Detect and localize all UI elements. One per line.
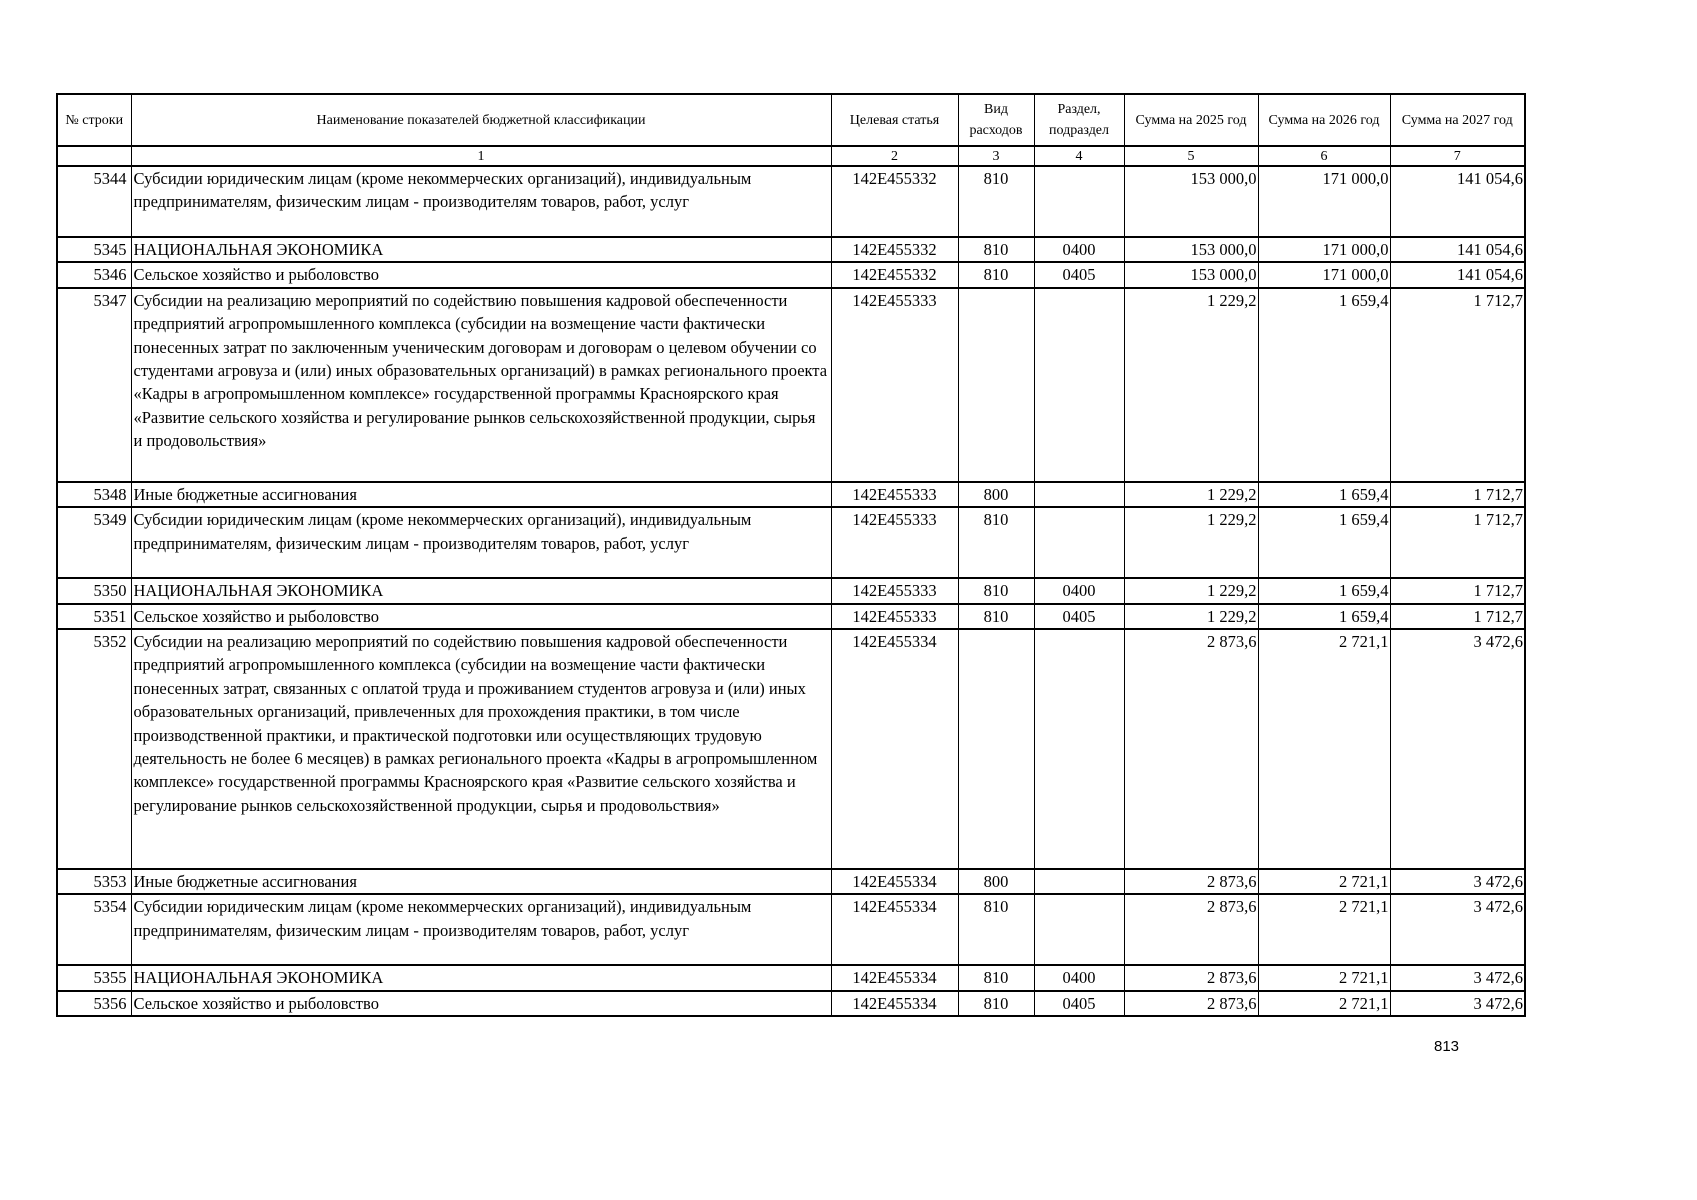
sum-2025: 1 229,2: [1124, 482, 1258, 507]
expense-type: 810: [958, 991, 1034, 1016]
table-row: [57, 894, 1525, 965]
section-code: [1034, 288, 1124, 482]
target-article: 142Е455332: [831, 166, 958, 237]
row-number: 5351: [57, 604, 131, 629]
target-article: 142Е455333: [831, 578, 958, 603]
sum-2027: 3 472,6: [1390, 869, 1525, 894]
indicator-name: Субсидии юридическим лицам (кроме некоммерческих организаций), индивидуальным предпринимателям, физическим лицам - производителям товаров, работ, услуг: [131, 507, 831, 578]
expense-type: 810: [958, 507, 1034, 578]
table-row: [57, 991, 1525, 1016]
section-code: [1034, 507, 1124, 578]
section-code: [1034, 629, 1124, 869]
table-row: [57, 578, 1525, 603]
table-row: [57, 869, 1525, 894]
table-row: [57, 629, 1525, 869]
expense-type: 810: [958, 604, 1034, 629]
section-code: [1034, 894, 1124, 965]
header-target: Целевая статья: [831, 94, 958, 146]
column-number: 6: [1258, 146, 1390, 166]
sum-2026: 2 721,1: [1258, 869, 1390, 894]
sum-2026: 1 659,4: [1258, 578, 1390, 603]
indicator-name: Сельское хозяйство и рыболовство: [131, 604, 831, 629]
sum-2026: 1 659,4: [1258, 288, 1390, 482]
indicator-name: НАЦИОНАЛЬНАЯ ЭКОНОМИКА: [131, 578, 831, 603]
target-article: 142Е455333: [831, 482, 958, 507]
sum-2025: 1 229,2: [1124, 604, 1258, 629]
indicator-name: Субсидии на реализацию мероприятий по содействию повышения кадровой обеспеченности предприятий агропромышленного комплекса (субсидии на возмещение части фактически понесенных затрат, связанных с оплатой труда и проживанием студентов агровуза и (или) иных образовательных организаций, привлеченных для прохождения практики, в том числе производственной практики, и практической подготовки или осуществляющих трудовую деятельность не более 6 месяцев) в рамках регионального проекта «Кадры в агропромышленном комплексе» государственной программы Красноярского края «Развитие сельского хозяйства и регулирование рынков сельскохозяйственной продукции, сырья и продовольствия»: [131, 629, 831, 869]
expense-type: 800: [958, 482, 1034, 507]
header-expense-type: Вид расходов: [958, 94, 1034, 146]
budget-table: [56, 93, 1526, 1017]
sum-2027: 1 712,7: [1390, 288, 1525, 482]
indicator-name: Сельское хозяйство и рыболовство: [131, 991, 831, 1016]
indicator-name: Иные бюджетные ассигнования: [131, 869, 831, 894]
table-row: [57, 288, 1525, 482]
sum-2026: 2 721,1: [1258, 991, 1390, 1016]
sum-2026: 2 721,1: [1258, 965, 1390, 990]
sum-2026: 2 721,1: [1258, 629, 1390, 869]
sum-2026: 171 000,0: [1258, 166, 1390, 237]
header-sum-2027: Сумма на 2027 год: [1390, 94, 1525, 146]
sum-2025: 1 229,2: [1124, 288, 1258, 482]
indicator-name: НАЦИОНАЛЬНАЯ ЭКОНОМИКА: [131, 965, 831, 990]
target-article: 142Е455334: [831, 965, 958, 990]
sum-2027: 141 054,6: [1390, 237, 1525, 262]
sum-2025: 2 873,6: [1124, 869, 1258, 894]
sum-2025: 1 229,2: [1124, 507, 1258, 578]
target-article: 142Е455332: [831, 237, 958, 262]
sum-2026: 171 000,0: [1258, 262, 1390, 287]
indicator-name: НАЦИОНАЛЬНАЯ ЭКОНОМИКА: [131, 237, 831, 262]
section-code: [1034, 869, 1124, 894]
target-article: 142Е455333: [831, 507, 958, 578]
table-row: [57, 166, 1525, 237]
section-code: 0405: [1034, 262, 1124, 287]
table-row: [57, 482, 1525, 507]
row-number: 5355: [57, 965, 131, 990]
section-code: [1034, 482, 1124, 507]
expense-type: 810: [958, 237, 1034, 262]
sum-2027: 3 472,6: [1390, 629, 1525, 869]
sum-2027: 1 712,7: [1390, 604, 1525, 629]
column-number: 3: [958, 146, 1034, 166]
expense-type: [958, 629, 1034, 869]
target-article: 142Е455333: [831, 288, 958, 482]
sum-2027: 1 712,7: [1390, 482, 1525, 507]
page-number: 813: [1434, 1038, 1460, 1055]
sum-2025: 153 000,0: [1124, 237, 1258, 262]
column-number: 5: [1124, 146, 1258, 166]
sum-2025: 2 873,6: [1124, 965, 1258, 990]
row-number: 5344: [57, 166, 131, 237]
sum-2027: 3 472,6: [1390, 894, 1525, 965]
section-code: 0400: [1034, 965, 1124, 990]
section-code: 0405: [1034, 991, 1124, 1016]
header-row-no: № строки: [57, 94, 131, 146]
sum-2027: 1 712,7: [1390, 578, 1525, 603]
expense-type: 810: [958, 262, 1034, 287]
header-sum-2025: Сумма на 2025 год: [1124, 94, 1258, 146]
table-row: [57, 965, 1525, 990]
column-number-blank: [57, 146, 131, 166]
sum-2025: 2 873,6: [1124, 991, 1258, 1016]
table-row: [57, 604, 1525, 629]
row-number: 5346: [57, 262, 131, 287]
sum-2025: 153 000,0: [1124, 166, 1258, 237]
indicator-name: Субсидии на реализацию мероприятий по содействию повышения кадровой обеспеченности предприятий агропромышленного комплекса (субсидии на возмещение части фактически понесенных затрат по заключенным ученическим договорам и договорам о целевом обучении со студентами агровуза и (или) иных образовательных организаций) в рамках регионального проекта «Кадры в агропромышленном комплексе» государственной программы Красноярского края «Развитие сельского хозяйства и регулирование рынков сельскохозяйственной продукции, сырья и продовольствия»: [131, 288, 831, 482]
column-number: 7: [1390, 146, 1525, 166]
section-code: 0400: [1034, 237, 1124, 262]
indicator-name: Субсидии юридическим лицам (кроме некоммерческих организаций), индивидуальным предпринимателям, физическим лицам - производителям товаров, работ, услуг: [131, 894, 831, 965]
row-number: 5350: [57, 578, 131, 603]
table-row: [57, 262, 1525, 287]
sum-2025: 2 873,6: [1124, 894, 1258, 965]
target-article: 142Е455334: [831, 991, 958, 1016]
expense-type: 800: [958, 869, 1034, 894]
row-number: 5353: [57, 869, 131, 894]
expense-type: 810: [958, 578, 1034, 603]
row-number: 5352: [57, 629, 131, 869]
sum-2027: 141 054,6: [1390, 262, 1525, 287]
sum-2026: 171 000,0: [1258, 237, 1390, 262]
sum-2026: 1 659,4: [1258, 507, 1390, 578]
section-code: 0405: [1034, 604, 1124, 629]
column-number: 2: [831, 146, 958, 166]
header-sum-2026: Сумма на 2026 год: [1258, 94, 1390, 146]
indicator-name: Субсидии юридическим лицам (кроме некоммерческих организаций), индивидуальным предпринимателям, физическим лицам - производителям товаров, работ, услуг: [131, 166, 831, 237]
target-article: 142Е455332: [831, 262, 958, 287]
target-article: 142Е455334: [831, 629, 958, 869]
target-article: 142Е455333: [831, 604, 958, 629]
sum-2025: 153 000,0: [1124, 262, 1258, 287]
section-code: [1034, 166, 1124, 237]
row-number: 5348: [57, 482, 131, 507]
indicator-name: Иные бюджетные ассигнования: [131, 482, 831, 507]
expense-type: 810: [958, 166, 1034, 237]
sum-2026: 1 659,4: [1258, 604, 1390, 629]
header-section: Раздел, подраздел: [1034, 94, 1124, 146]
expense-type: 810: [958, 965, 1034, 990]
section-code: 0400: [1034, 578, 1124, 603]
sum-2027: 1 712,7: [1390, 507, 1525, 578]
column-number: 4: [1034, 146, 1124, 166]
sum-2026: 1 659,4: [1258, 482, 1390, 507]
sum-2027: 3 472,6: [1390, 965, 1525, 990]
column-number: 1: [131, 146, 831, 166]
expense-type: 810: [958, 894, 1034, 965]
target-article: 142Е455334: [831, 894, 958, 965]
expense-type: [958, 288, 1034, 482]
header-row: [57, 94, 1525, 146]
sum-2027: 141 054,6: [1390, 166, 1525, 237]
sum-2025: 2 873,6: [1124, 629, 1258, 869]
target-article: 142Е455334: [831, 869, 958, 894]
table-row: [57, 237, 1525, 262]
table-row: [57, 507, 1525, 578]
indicator-name: Сельское хозяйство и рыболовство: [131, 262, 831, 287]
row-number: 5356: [57, 991, 131, 1016]
sum-2026: 2 721,1: [1258, 894, 1390, 965]
sum-2027: 3 472,6: [1390, 991, 1525, 1016]
row-number: 5349: [57, 507, 131, 578]
sum-2025: 1 229,2: [1124, 578, 1258, 603]
row-number: 5347: [57, 288, 131, 482]
row-number: 5345: [57, 237, 131, 262]
header-name: Наименование показателей бюджетной классификации: [131, 94, 831, 146]
column-number-row: [57, 146, 1525, 166]
row-number: 5354: [57, 894, 131, 965]
